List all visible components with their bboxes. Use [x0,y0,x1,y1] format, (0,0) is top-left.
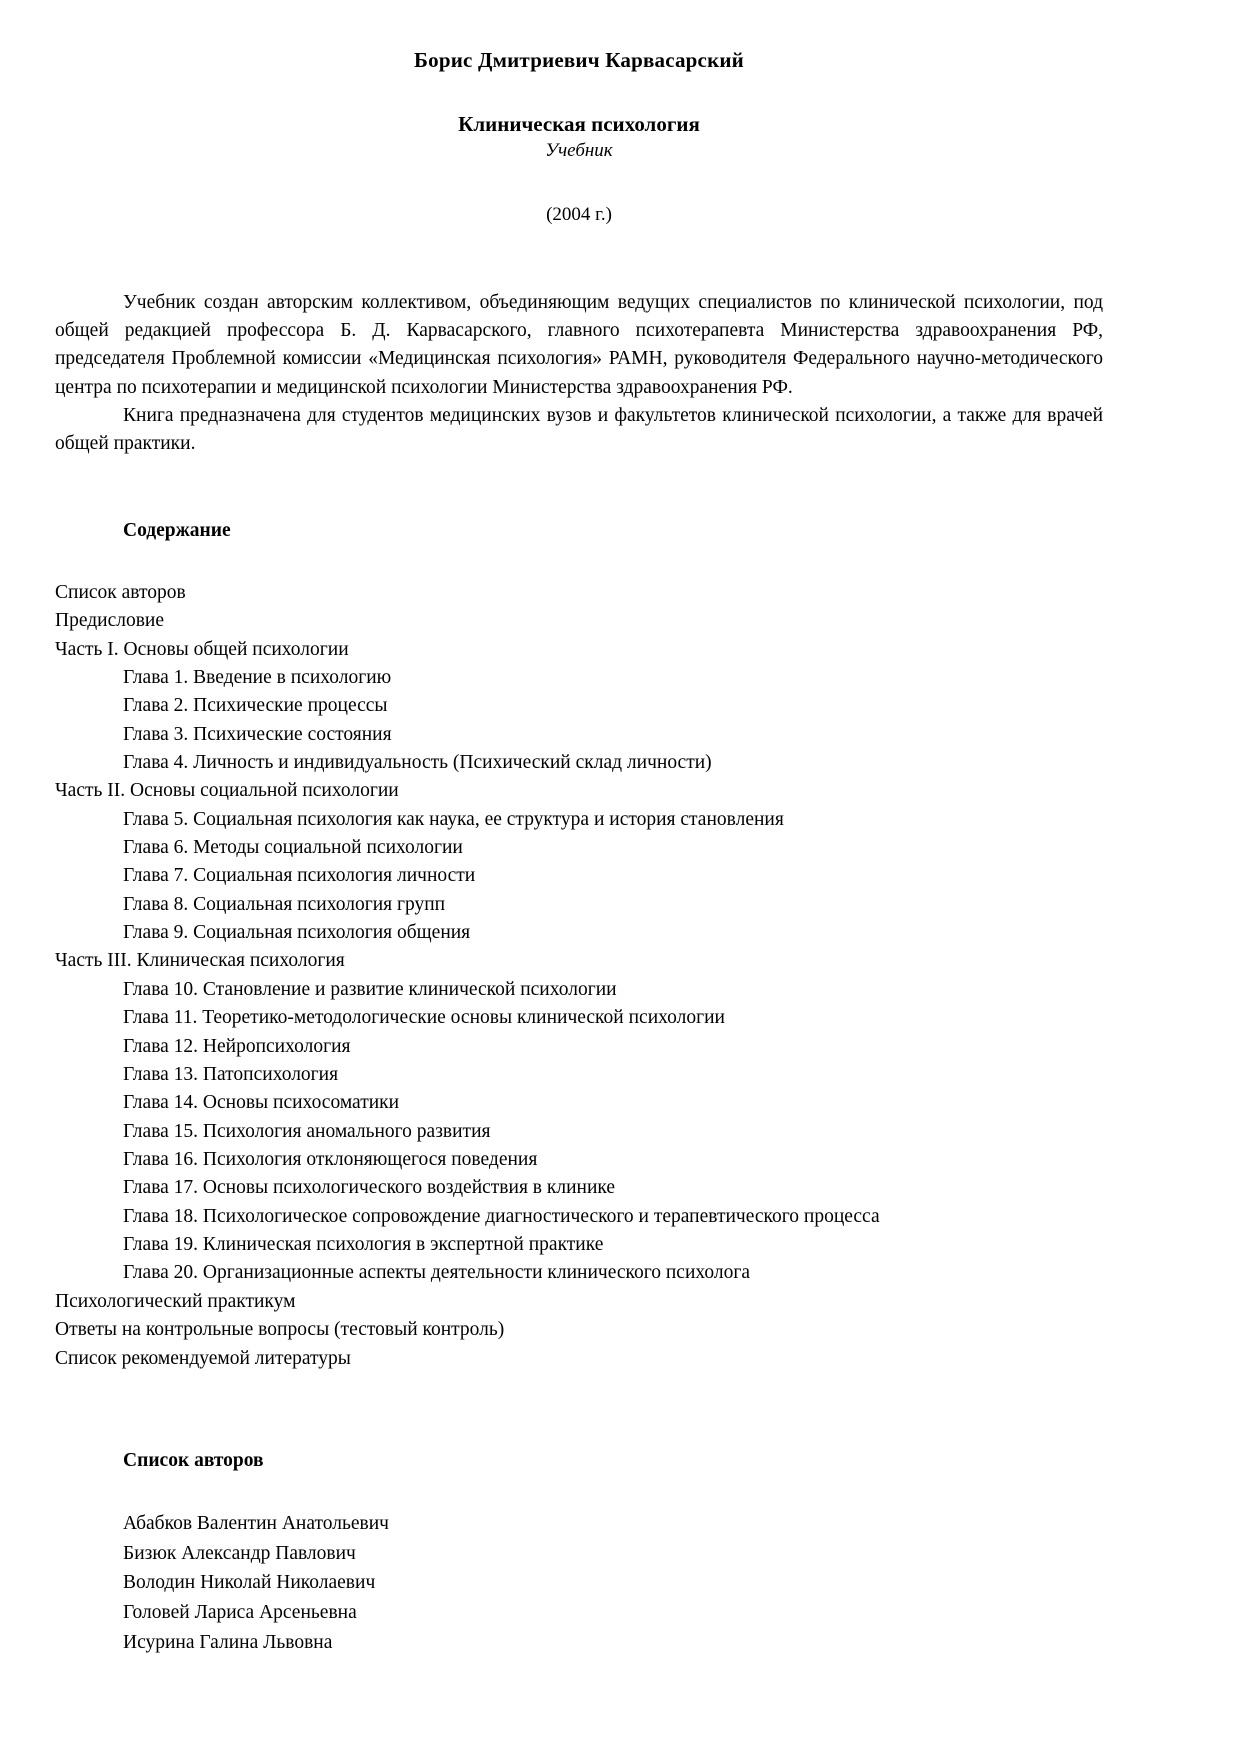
author-list-item: Бизюк Александр Павлович [123,1542,356,1564]
toc-entry[interactable]: Глава 19. Клиническая психология в экспертной практике [123,1234,604,1256]
toc-entry[interactable]: Глава 8. Социальная психология групп [123,893,446,915]
author-list-item: Головей Лариса Арсеньевна [123,1602,357,1623]
toc-entry[interactable]: Глава 20. Организационные аспекты деятельности клинического психолога [123,1262,751,1284]
author-list-item: Исурина Галина Львовна [123,1631,333,1653]
book-subtitle: Учебник [545,140,613,162]
author-list-item: Абабков Валентин Анатольевич [123,1513,389,1535]
book-year: (2004 г.) [546,204,612,226]
toc-entry[interactable]: Список рекомендуемой литературы [55,1347,351,1369]
intro-paragraph-2: Книга предназначена для студентов медицинских вузов и факультетов клинической психологии, а также для врачей общей практики. [55,405,1103,455]
toc-entry[interactable]: Глава 3. Психические состояния [123,723,392,745]
toc-entry[interactable]: Глава 14. Основы психосоматики [123,1092,400,1114]
table-of-contents [55,579,1103,1373]
intro-paragraph-1: Учебник создан авторским коллективом, объединяющим ведущих специалистов по клинической психологии, под общей редакцией профессора Б. Д. Карвасарского, главного психотерапевта Министерства здравоохранения РФ, председателя Проблемной комиссии «Медицинская психология» РАМН, руководителя Федерального научно-методического центра по психотерапии и медицинской психологии Министерства здравоохранения РФ. [55,291,1103,398]
toc-entry[interactable]: Часть III. Клиническая психология [55,950,345,972]
book-author-name: Борис Дмитриевич Карвасарский [414,48,744,72]
authors-list [55,1509,1103,1657]
toc-entry[interactable]: Глава 13. Патопсихология [123,1063,339,1085]
toc-entry[interactable]: Глава 15. Психология аномального развития [123,1120,491,1142]
toc-entry[interactable]: Глава 5. Социальная психология как наука, ее структура и история становления [123,808,784,830]
toc-entry[interactable]: Глава 7. Социальная психология личности [123,865,476,887]
toc-entry[interactable]: Глава 16. Психология отклоняющегося поведения [123,1148,538,1170]
toc-entry[interactable]: Предисловие [55,610,165,632]
toc-entry[interactable]: Глава 1. Введение в психологию [123,666,392,688]
toc-entry[interactable]: Глава 11. Теоретико-методологические основы клинической психологии [123,1007,725,1029]
toc-entry[interactable]: Психологический практикум [55,1290,296,1312]
toc-entry[interactable]: Глава 4. Личность и индивидуальность (Психический склад личности) [123,751,712,773]
toc-entry[interactable]: Глава 9. Социальная психология общения [123,922,471,944]
toc-entry[interactable]: Глава 10. Становление и развитие клинической психологии [123,978,617,1000]
spacer-before-authors [55,1373,1103,1447]
toc-entry[interactable]: Список авторов [55,581,186,603]
author-list-item: Володин Николай Николаевич [123,1572,376,1594]
toc-entry[interactable]: Ответы на контрольные вопросы (тестовый контроль) [55,1319,505,1341]
spacer-before-contents [55,459,1103,517]
toc-entry[interactable]: Глава 18. Психологическое сопровождение диагностического и терапевтического процесса [123,1205,880,1227]
page-content [55,48,1103,1657]
toc-entry[interactable]: Глава 2. Психические процессы [123,695,388,717]
toc-entry[interactable]: Глава 17. Основы психологического воздействия в клинике [123,1177,616,1199]
contents-heading: Содержание [123,519,231,541]
authors-heading: Список авторов [123,1449,264,1471]
spacer-after-authors-heading [55,1475,1103,1509]
toc-entry[interactable]: Глава 6. Методы социальной психологии [123,837,463,859]
toc-entry[interactable]: Глава 12. Нейропсихология [123,1035,351,1057]
toc-entry[interactable]: Часть I. Основы общей психологии [55,638,349,660]
toc-entry[interactable]: Часть II. Основы социальной психологии [55,780,399,802]
spacer-after-contents-heading [55,545,1103,579]
book-title: Клиническая психология [458,112,700,137]
